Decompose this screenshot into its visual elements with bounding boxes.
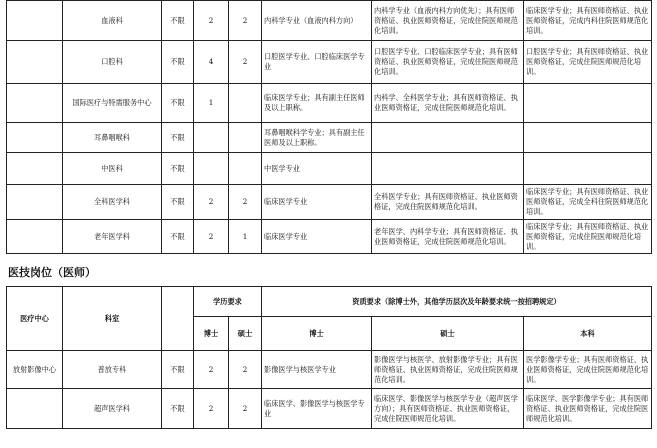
doctor-req-cell: 临床医学专业 — [262, 185, 372, 220]
header-qual-group: 资质要求（除博士外，其他学历层次及年龄要求统一按招聘规定） — [262, 287, 652, 317]
bachelor-req-cell — [524, 84, 652, 123]
doctor-req-cell: 内科学专业（血液内科方向） — [262, 1, 372, 41]
master-req-cell: 口腔医学专业、口腔临床医学专业；具有医师资格证、执业医师资格证，完成住院医师规范化培训。 — [372, 41, 524, 84]
bachelor-req-cell: 口腔医学专业；具有医师资格证、执业医师资格证，完成住院医师规范化培训。 — [524, 41, 652, 84]
phd-count-cell: 2 — [194, 389, 229, 429]
table-row — [7, 389, 652, 429]
bachelor-req-cell: 临床医学专业；具有医师资格证、执业医师资格证，完成全科住院医师规范化培训。 — [524, 185, 652, 220]
header-doctor: 博士 — [262, 317, 372, 351]
phd-count-cell: 2 — [194, 220, 229, 254]
phd-count-cell — [194, 123, 229, 153]
age-cell: 不限 — [162, 123, 194, 153]
age-cell: 不限 — [162, 389, 194, 429]
header-age — [162, 287, 194, 351]
bachelor-req-cell: 临床医学专业；具有医师资格证、执业医师资格证，完成住院医师规范化培训。 — [524, 220, 652, 254]
dept-cell: 老年医学科 — [63, 220, 162, 254]
master-count-cell: 2 — [229, 389, 262, 429]
age-cell: 不限 — [162, 351, 194, 389]
table-row — [7, 153, 652, 185]
master-req-cell — [372, 123, 524, 153]
bachelor-req-cell: 医学影像学专业；具有医师资格证、执业医师资格证，完成住院医师规范化培训。 — [524, 351, 652, 389]
table-row — [7, 220, 652, 254]
center-cell — [7, 123, 63, 153]
phd-count-cell: 2 — [194, 1, 229, 41]
section-title: 医技岗位（医师） — [8, 266, 96, 279]
dept-cell: 国际医疗与特需服务中心 — [63, 84, 162, 123]
age-cell: 不限 — [162, 153, 194, 185]
master-count-cell: 1 — [229, 220, 262, 254]
medtech-position-table — [6, 286, 652, 429]
table-row — [7, 1, 652, 41]
doctor-req-cell: 影像医学与核医学专业 — [262, 351, 372, 389]
master-req-cell: 老年医学、内科学专业；具有医师资格证、执业医师资格证，完成住院医师规范化培训。 — [372, 220, 524, 254]
bachelor-req-cell: 临床医学、医学影像学专业；具有医师资格证、执业医师资格证，完成住院医师规范化培训。 — [524, 389, 652, 429]
table-row — [7, 84, 652, 123]
age-cell: 不限 — [162, 1, 194, 41]
age-cell: 不限 — [162, 41, 194, 84]
top-position-table — [6, 0, 652, 254]
table-row — [7, 185, 652, 220]
phd-count-cell: 2 — [194, 185, 229, 220]
doctor-req-cell: 口腔医学专业、口腔临床医学专业 — [262, 41, 372, 84]
phd-count-cell: 1 — [194, 84, 229, 123]
master-req-cell — [372, 153, 524, 185]
header-master: 硕士 — [229, 317, 262, 351]
center-cell — [7, 1, 63, 41]
bachelor-req-cell — [524, 123, 652, 153]
doctor-req-cell: 临床医学专业；具有副主任医师及以上职称。 — [262, 84, 372, 123]
master-count-cell — [229, 84, 262, 123]
header-edu-group: 学历要求 — [194, 287, 262, 317]
age-cell: 不限 — [162, 220, 194, 254]
center-cell — [7, 220, 63, 254]
phd-count-cell — [194, 153, 229, 185]
master-count-cell — [229, 123, 262, 153]
doctor-req-cell: 耳鼻咽喉科学专业；具有副主任医师及以上职称。 — [262, 123, 372, 153]
doctor-req-cell: 中医学专业 — [262, 153, 372, 185]
bachelor-req-cell — [524, 153, 652, 185]
header-center: 医疗中心 — [7, 287, 63, 351]
master-req-cell: 内科学、全科医学专业；具有医师资格证、执业医师资格证，完成住院医师规范化培训。 — [372, 84, 524, 123]
center-cell — [7, 185, 63, 220]
master-count-cell: 2 — [229, 41, 262, 84]
center-cell — [7, 41, 63, 84]
table-row — [7, 351, 652, 389]
age-cell: 不限 — [162, 185, 194, 220]
master-count-cell: 2 — [229, 1, 262, 41]
center-cell — [7, 153, 63, 185]
master-count-cell: 2 — [229, 185, 262, 220]
dept-cell: 中医科 — [63, 153, 162, 185]
doctor-req-cell: 临床医学专业 — [262, 220, 372, 254]
master-count-cell: 2 — [229, 351, 262, 389]
bachelor-req-cell: 临床医学专业；具有医师资格证、执业医师资格证，完成内科住院医师规范化培训。 — [524, 1, 652, 41]
table-row — [7, 123, 652, 153]
master-req-cell: 临床医学、影像医学与核医学专业（超声医学方向）；具有医师资格证、执业医师资格证，完成住院医师规范化培训。 — [372, 389, 524, 429]
center-cell: 放射影像中心 — [7, 351, 63, 389]
dept-cell: 血液科 — [63, 1, 162, 41]
age-cell: 不限 — [162, 84, 194, 123]
dept-cell: 普放专科 — [63, 351, 162, 389]
center-cell — [7, 389, 63, 429]
phd-count-cell: 4 — [194, 41, 229, 84]
center-cell — [7, 84, 63, 123]
master-req-cell: 全科医学专业；具有医师资格证、执业医师资格证，完成住院医师规范化培训。 — [372, 185, 524, 220]
header-dept: 科室 — [63, 287, 162, 351]
dept-cell: 超声医学科 — [63, 389, 162, 429]
header-phd: 博士 — [194, 317, 229, 351]
phd-count-cell: 2 — [194, 351, 229, 389]
dept-cell: 全科医学科 — [63, 185, 162, 220]
header-master-req: 硕士 — [372, 317, 524, 351]
dept-cell: 口腔科 — [63, 41, 162, 84]
master-req-cell: 影像医学与核医学、放射影像学专业；具有医师资格证、执业医师资格证，完成住院医师规范化培训。 — [372, 351, 524, 389]
dept-cell: 耳鼻咽喉科 — [63, 123, 162, 153]
master-count-cell — [229, 153, 262, 185]
master-req-cell: 内科学专业（血液内科方向优先）；具有医师资格证、执业医师资格证，完成住院医师规范化培训。 — [372, 1, 524, 41]
doctor-req-cell: 临床医学、影像医学与核医学专业 — [262, 389, 372, 429]
header-bachelor: 本科 — [524, 317, 652, 351]
table-row — [7, 41, 652, 84]
